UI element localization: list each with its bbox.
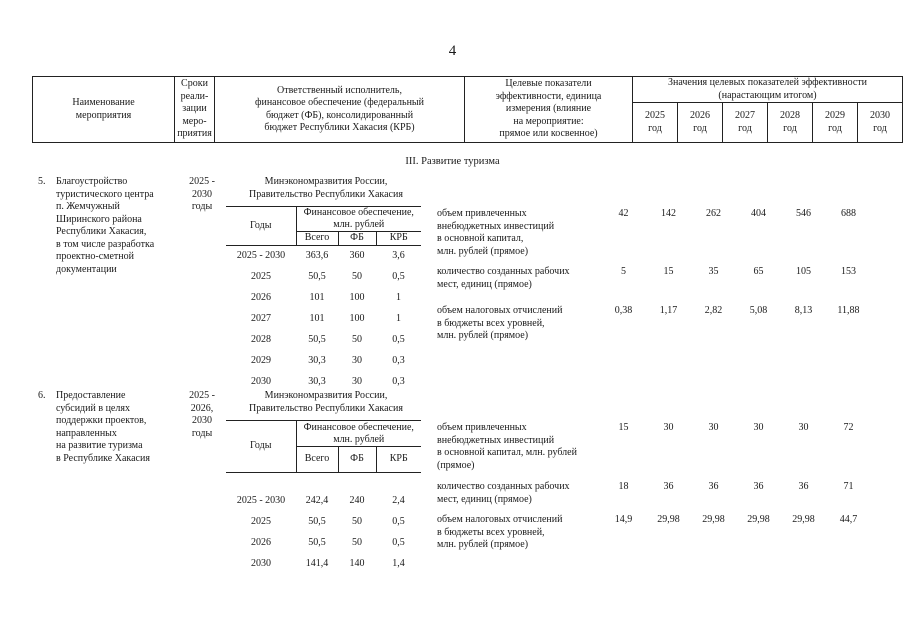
header-year: 2027 год xyxy=(723,103,768,143)
finance-row: 2026 50,5 50 0,5 xyxy=(251,536,405,548)
finance-table xyxy=(226,206,421,393)
header-period: Сроки реали- зации меро- приятия xyxy=(175,77,215,143)
finance-krb-header: КРБ xyxy=(376,232,421,246)
finance-title: Финансовое обеспечение, млн. рублей xyxy=(296,421,421,447)
indicator-label: объем привлеченных внебюджетных инвестиций в основной капитал, млн. рублей (прямое) xyxy=(437,208,555,257)
indicator-values: 5 15 35 65 105 153 xyxy=(621,266,856,277)
header-executor: Ответственный исполнитель, финансовое обеспечение (федеральный бюджет (ФБ), консолидированный бюджет Республики Хакасия (КРБ) xyxy=(215,77,465,143)
indicator-label: количество созданных рабочих мест, единиц (прямое) xyxy=(437,266,570,290)
finance-total-header: Всего xyxy=(296,232,338,246)
indicator-label: объем привлеченных внебюджетных инвестиций в основной капитал, млн. рублей (прямое) xyxy=(437,422,577,471)
finance-fb-header: ФБ xyxy=(338,447,376,473)
finance-row: 2026 101 100 1 xyxy=(251,291,401,303)
header-year: 2029 год xyxy=(813,103,858,143)
indicator-label: объем налоговых отчислений в бюджеты всех уровней, млн. рублей (прямое) xyxy=(437,514,563,550)
indicator-values: 14,9 29,98 29,98 29,98 29,98 44,7 xyxy=(614,514,858,525)
finance-table xyxy=(226,420,421,575)
finance-title: Финансовое обеспечение, млн. рублей xyxy=(296,207,421,232)
section-title: III. Развитие туризма xyxy=(405,156,500,167)
indicator-values: 15 30 30 30 30 72 xyxy=(618,422,854,433)
finance-row: 2027 101 100 1 xyxy=(251,312,401,324)
page-number: 4 xyxy=(448,43,457,59)
indicator-label: объем налоговых отчислений в бюджеты всех уровней, млн. рублей (прямое) xyxy=(437,305,563,341)
finance-row: 2028 50,5 50 0,5 xyxy=(251,333,405,345)
finance-row: 2025 50,5 50 0,5 xyxy=(251,270,405,282)
item-name xyxy=(38,176,178,276)
indicator-label: количество созданных рабочих мест, единиц (прямое) xyxy=(437,481,570,505)
indicator-values: 0,38 1,17 2,82 5,08 8,13 11,88 xyxy=(614,305,860,316)
header-year: 2026 год xyxy=(678,103,723,143)
item-executor: Минэкономразвития России, Правительство Республики Хакасия xyxy=(249,176,403,200)
item-period: 2025 - 2026, 2030 годы xyxy=(189,390,215,439)
item-period: 2025 - 2030 годы xyxy=(189,176,215,212)
header-values: Значения целевых показателей эффективности (нарастающим итогом) xyxy=(633,77,903,103)
header-year: 2025 год xyxy=(633,103,678,143)
header-name: Наименование мероприятия xyxy=(33,77,175,143)
finance-row: 2025 - 2030 363,6 360 3,6 xyxy=(236,250,405,261)
item-name xyxy=(38,390,178,465)
finance-row: 2030 141,4 140 1,4 xyxy=(251,557,405,569)
finance-row: 2029 30,3 30 0,3 xyxy=(251,354,405,366)
finance-total-header: Всего xyxy=(296,447,338,473)
finance-years-header: Годы xyxy=(226,207,296,246)
item-name-text: Предоставление субсидий в целях поддержки проектов, направленных на развитие туризма в Республике Хакасия xyxy=(56,390,150,464)
table-header xyxy=(32,76,903,143)
finance-row: 2030 30,3 30 0,3 xyxy=(251,375,405,387)
finance-years-header: Годы xyxy=(226,421,296,473)
header-year: 2030 год xyxy=(858,103,903,143)
item-number: 5. xyxy=(38,176,46,187)
item-name-text: Благоустройство туристического центра п. Жемчужный Ширинского района Республики Хакасия, в том числе разработка проектно-сметной документации xyxy=(56,176,155,275)
finance-row: 2025 50,5 50 0,5 xyxy=(251,515,405,527)
finance-row: 2025 - 2030 242,4 240 2,4 xyxy=(236,494,405,506)
finance-krb-header: КРБ xyxy=(376,447,421,473)
indicator-values: 42 142 262 404 546 688 xyxy=(618,208,856,219)
indicator-values: 18 36 36 36 36 71 xyxy=(618,481,854,492)
finance-fb-header: ФБ xyxy=(338,232,376,246)
header-indicators: Целевые показатели эффективности, единица измерения (влияние на мероприятие: прямое или косвенное) xyxy=(465,77,633,143)
item-number: 6. xyxy=(38,390,46,401)
header-year: 2028 год xyxy=(768,103,813,143)
item-executor: Минэкономразвития России, Правительство Республики Хакасия xyxy=(249,390,403,414)
